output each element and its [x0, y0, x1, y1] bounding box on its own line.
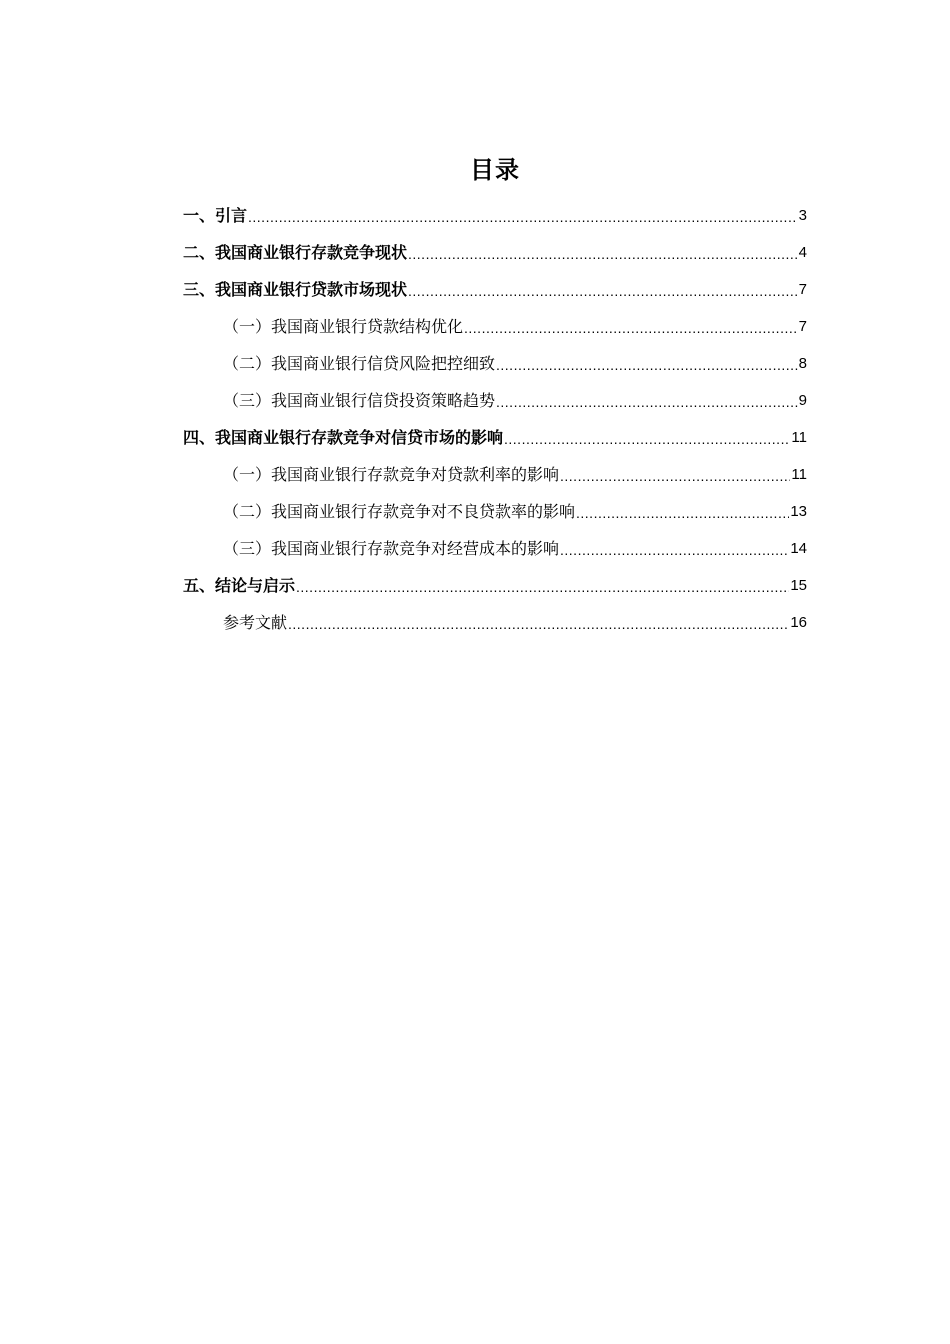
toc-leader-dots	[576, 504, 789, 522]
toc-leader-dots	[408, 282, 798, 300]
toc-entry-loan-structure[interactable]	[223, 301, 807, 337]
toc-entry-page: 15	[790, 577, 807, 594]
toc-entry-credit-risk[interactable]	[223, 338, 807, 374]
toc-entry-page: 7	[798, 281, 807, 298]
toc-entry-page: 13	[790, 503, 807, 520]
toc-entry-label: 二、我国商业银行存款竞争现状	[183, 243, 408, 262]
toc-entry-page: 8	[798, 355, 807, 372]
toc-entry-deposit-competition[interactable]	[183, 227, 807, 263]
toc-entry-impact-loan-rate[interactable]	[223, 449, 807, 485]
toc-entry-label: （二）我国商业银行信贷风险把控细致	[223, 354, 496, 373]
toc-entry-label: 四、我国商业银行存款竞争对信贷市场的影响	[183, 428, 504, 447]
toc-entry-label: （一）我国商业银行存款竞争对贷款利率的影响	[223, 465, 560, 484]
toc-leader-dots	[248, 208, 798, 226]
toc-leader-dots	[560, 467, 790, 485]
toc-entry-label: 三、我国商业银行贷款市场现状	[183, 280, 408, 299]
toc-entry-credit-strategy[interactable]	[223, 375, 807, 411]
toc-entry-loan-market[interactable]	[183, 264, 807, 300]
toc-entry-label: （三）我国商业银行信贷投资策略趋势	[223, 391, 496, 410]
toc-entry-impact-operating-cost[interactable]	[223, 523, 807, 559]
toc-entry-label: （一）我国商业银行贷款结构优化	[223, 317, 464, 336]
toc-entry-label: 参考文献	[223, 613, 288, 632]
toc-entry-label: （二）我国商业银行存款竞争对不良贷款率的影响	[223, 502, 576, 521]
toc-title: 目录	[470, 156, 520, 184]
toc-entry-page: 11	[791, 429, 807, 446]
toc-entry-page: 11	[791, 466, 807, 483]
toc-leader-dots	[504, 430, 790, 448]
toc-entry-introduction[interactable]	[183, 190, 807, 226]
toc-entry-page: 16	[790, 614, 807, 631]
toc-entry-page: 4	[798, 244, 807, 261]
toc-entry-label: 五、结论与启示	[183, 576, 296, 595]
toc-entry-label: （三）我国商业银行存款竞争对经营成本的影响	[223, 539, 560, 558]
toc-leader-dots	[288, 615, 789, 633]
toc-entry-references[interactable]	[223, 597, 807, 633]
toc-leader-dots	[408, 245, 798, 263]
toc-entry-impact-npl-ratio[interactable]	[223, 486, 807, 522]
toc-leader-dots	[560, 541, 789, 559]
toc-entry-conclusion[interactable]	[183, 560, 807, 596]
toc-entry-page: 3	[798, 207, 807, 224]
toc-entry-competition-impact[interactable]	[183, 412, 807, 448]
toc-leader-dots	[496, 356, 798, 374]
toc-leader-dots	[496, 393, 798, 411]
toc-entry-label: 一、引言	[183, 206, 248, 225]
toc-entry-page: 9	[798, 392, 807, 409]
toc-entry-page: 14	[790, 540, 807, 557]
toc-entry-page: 7	[798, 318, 807, 335]
toc-leader-dots	[464, 319, 798, 337]
toc-leader-dots	[296, 578, 789, 596]
